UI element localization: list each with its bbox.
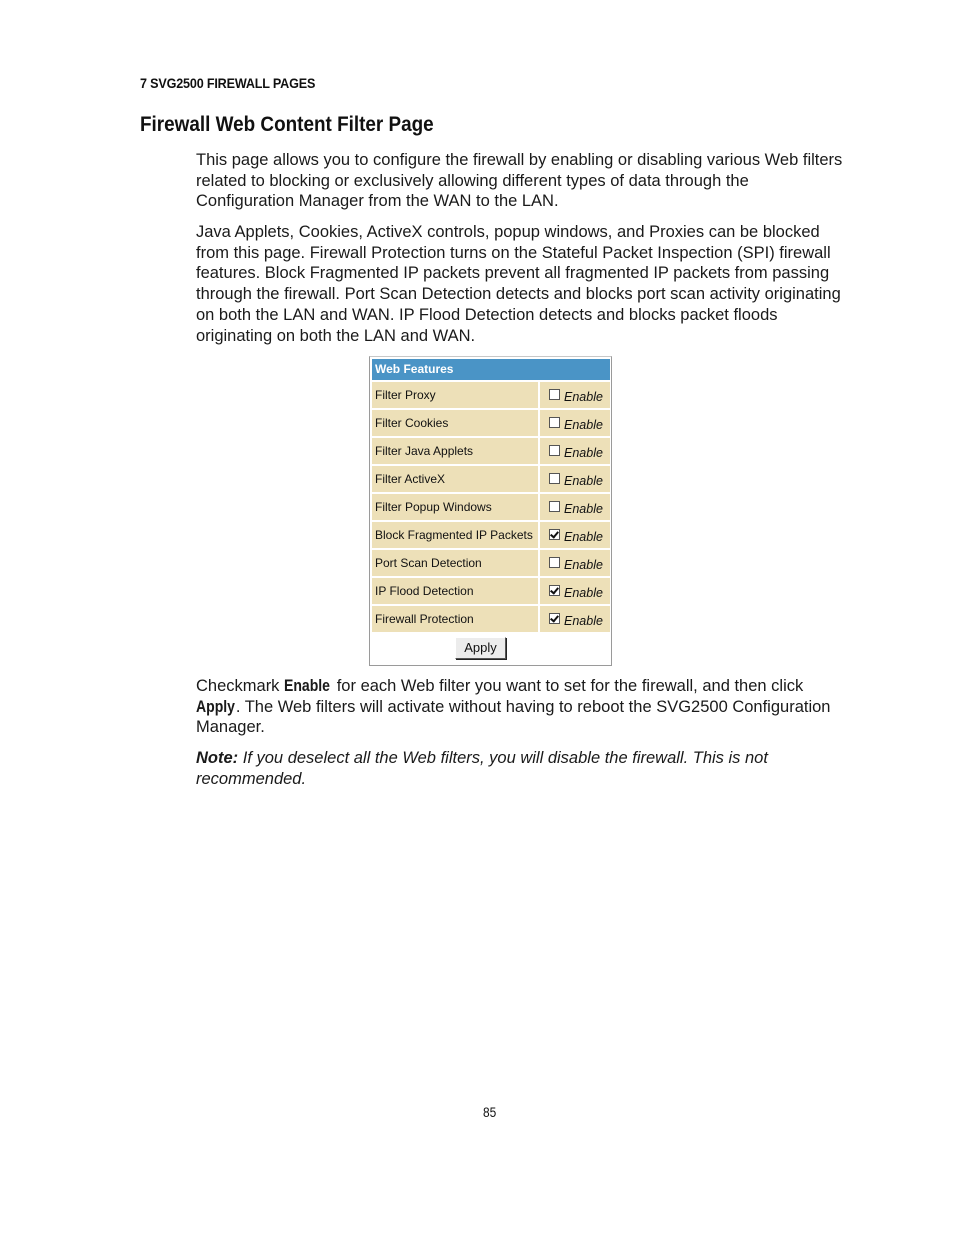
feature-enable-cell — [540, 522, 610, 548]
apply-button[interactable]: Apply — [455, 637, 506, 659]
feature-label: IP Flood Detection — [372, 578, 538, 604]
feature-row — [372, 522, 610, 548]
feature-row — [372, 382, 610, 408]
feature-enable-cell — [540, 438, 610, 464]
enable-label: Enable — [564, 530, 603, 544]
feature-label: Filter Cookies — [372, 410, 538, 436]
enable-label: Enable — [564, 614, 603, 628]
feature-label: Filter Java Applets — [372, 438, 538, 464]
feature-enable-cell — [540, 578, 610, 604]
instructions-text-1: Checkmark — [196, 677, 285, 695]
feature-enable-cell — [540, 410, 610, 436]
feature-label: Port Scan Detection — [372, 550, 538, 576]
intro-paragraph-1: This page allows you to configure the firewall by enabling or disabling various Web filters related to blocking or exclusively allowing different types of data through the Configuration Manager from the WAN to the LAN. — [196, 151, 843, 211]
feature-row — [372, 606, 610, 632]
enable-label: Enable — [564, 558, 603, 572]
feature-label: Filter ActiveX — [372, 466, 538, 492]
enable-label: Enable — [564, 586, 603, 600]
enable-checkbox[interactable] — [549, 501, 560, 512]
instructions-paragraph — [196, 676, 846, 738]
enable-checkbox[interactable] — [549, 473, 560, 484]
instructions-apply-term: Apply — [196, 697, 235, 716]
feature-row — [372, 550, 610, 576]
enable-checkbox[interactable] — [549, 389, 560, 400]
instructions-enable-term: Enable — [284, 677, 331, 695]
feature-enable-cell — [540, 382, 610, 408]
feature-label: Filter Proxy — [372, 382, 538, 408]
web-features-panel — [369, 356, 612, 666]
feature-label: Firewall Protection — [372, 606, 538, 632]
enable-label: Enable — [564, 474, 603, 488]
feature-enable-cell — [540, 550, 610, 576]
feature-label: Block Fragmented IP Packets — [372, 522, 538, 548]
feature-enable-cell — [540, 494, 610, 520]
enable-checkbox[interactable] — [549, 613, 560, 624]
chapter-heading: 7 SVG2500 FIREWALL PAGES — [140, 75, 316, 91]
enable-checkbox[interactable] — [549, 417, 560, 428]
note-text: If you deselect all the Web filters, you will disable the firewall. This is not recommended. — [196, 749, 768, 788]
feature-enable-cell — [540, 466, 610, 492]
enable-label: Enable — [564, 390, 603, 404]
feature-row — [372, 410, 610, 436]
feature-enable-cell — [540, 606, 610, 632]
enable-label: Enable — [564, 446, 603, 460]
instructions-text-2: for each Web filter you want to set for the firewall, and then click — [332, 677, 804, 695]
enable-checkbox[interactable] — [549, 585, 560, 596]
enable-checkbox[interactable] — [549, 529, 560, 540]
feature-row — [372, 494, 610, 520]
feature-label: Filter Popup Windows — [372, 494, 538, 520]
feature-row — [372, 438, 610, 464]
note-paragraph — [196, 748, 846, 789]
intro-paragraph-2: Java Applets, Cookies, ActiveX controls, popup windows, and Proxies can be blocked from this page. Firewall Protection turns on the Stateful Packet Inspection (SPI) firewall features. Block Fragmented IP packets prevent all fragmented IP packets from passing through the firewall. Port Scan Detection detects and blocks port scan activity originating on both the LAN and WAN. IP Flood Detection detects and blocks packet floods originating on both the LAN and WAN. — [196, 223, 841, 345]
feature-row — [372, 466, 610, 492]
note-label: Note: — [196, 749, 239, 767]
enable-label: Enable — [564, 502, 603, 516]
instructions-text-3: . The Web filters will activate without having to reboot the SVG2500 Configuration Manager. — [196, 697, 831, 737]
enable-label: Enable — [564, 418, 603, 432]
web-features-header: Web Features — [372, 359, 610, 380]
enable-checkbox[interactable] — [549, 445, 560, 456]
page-number: 85 — [483, 1104, 497, 1120]
enable-checkbox[interactable] — [549, 557, 560, 568]
feature-row — [372, 578, 610, 604]
page-title: Firewall Web Content Filter Page — [140, 113, 434, 136]
